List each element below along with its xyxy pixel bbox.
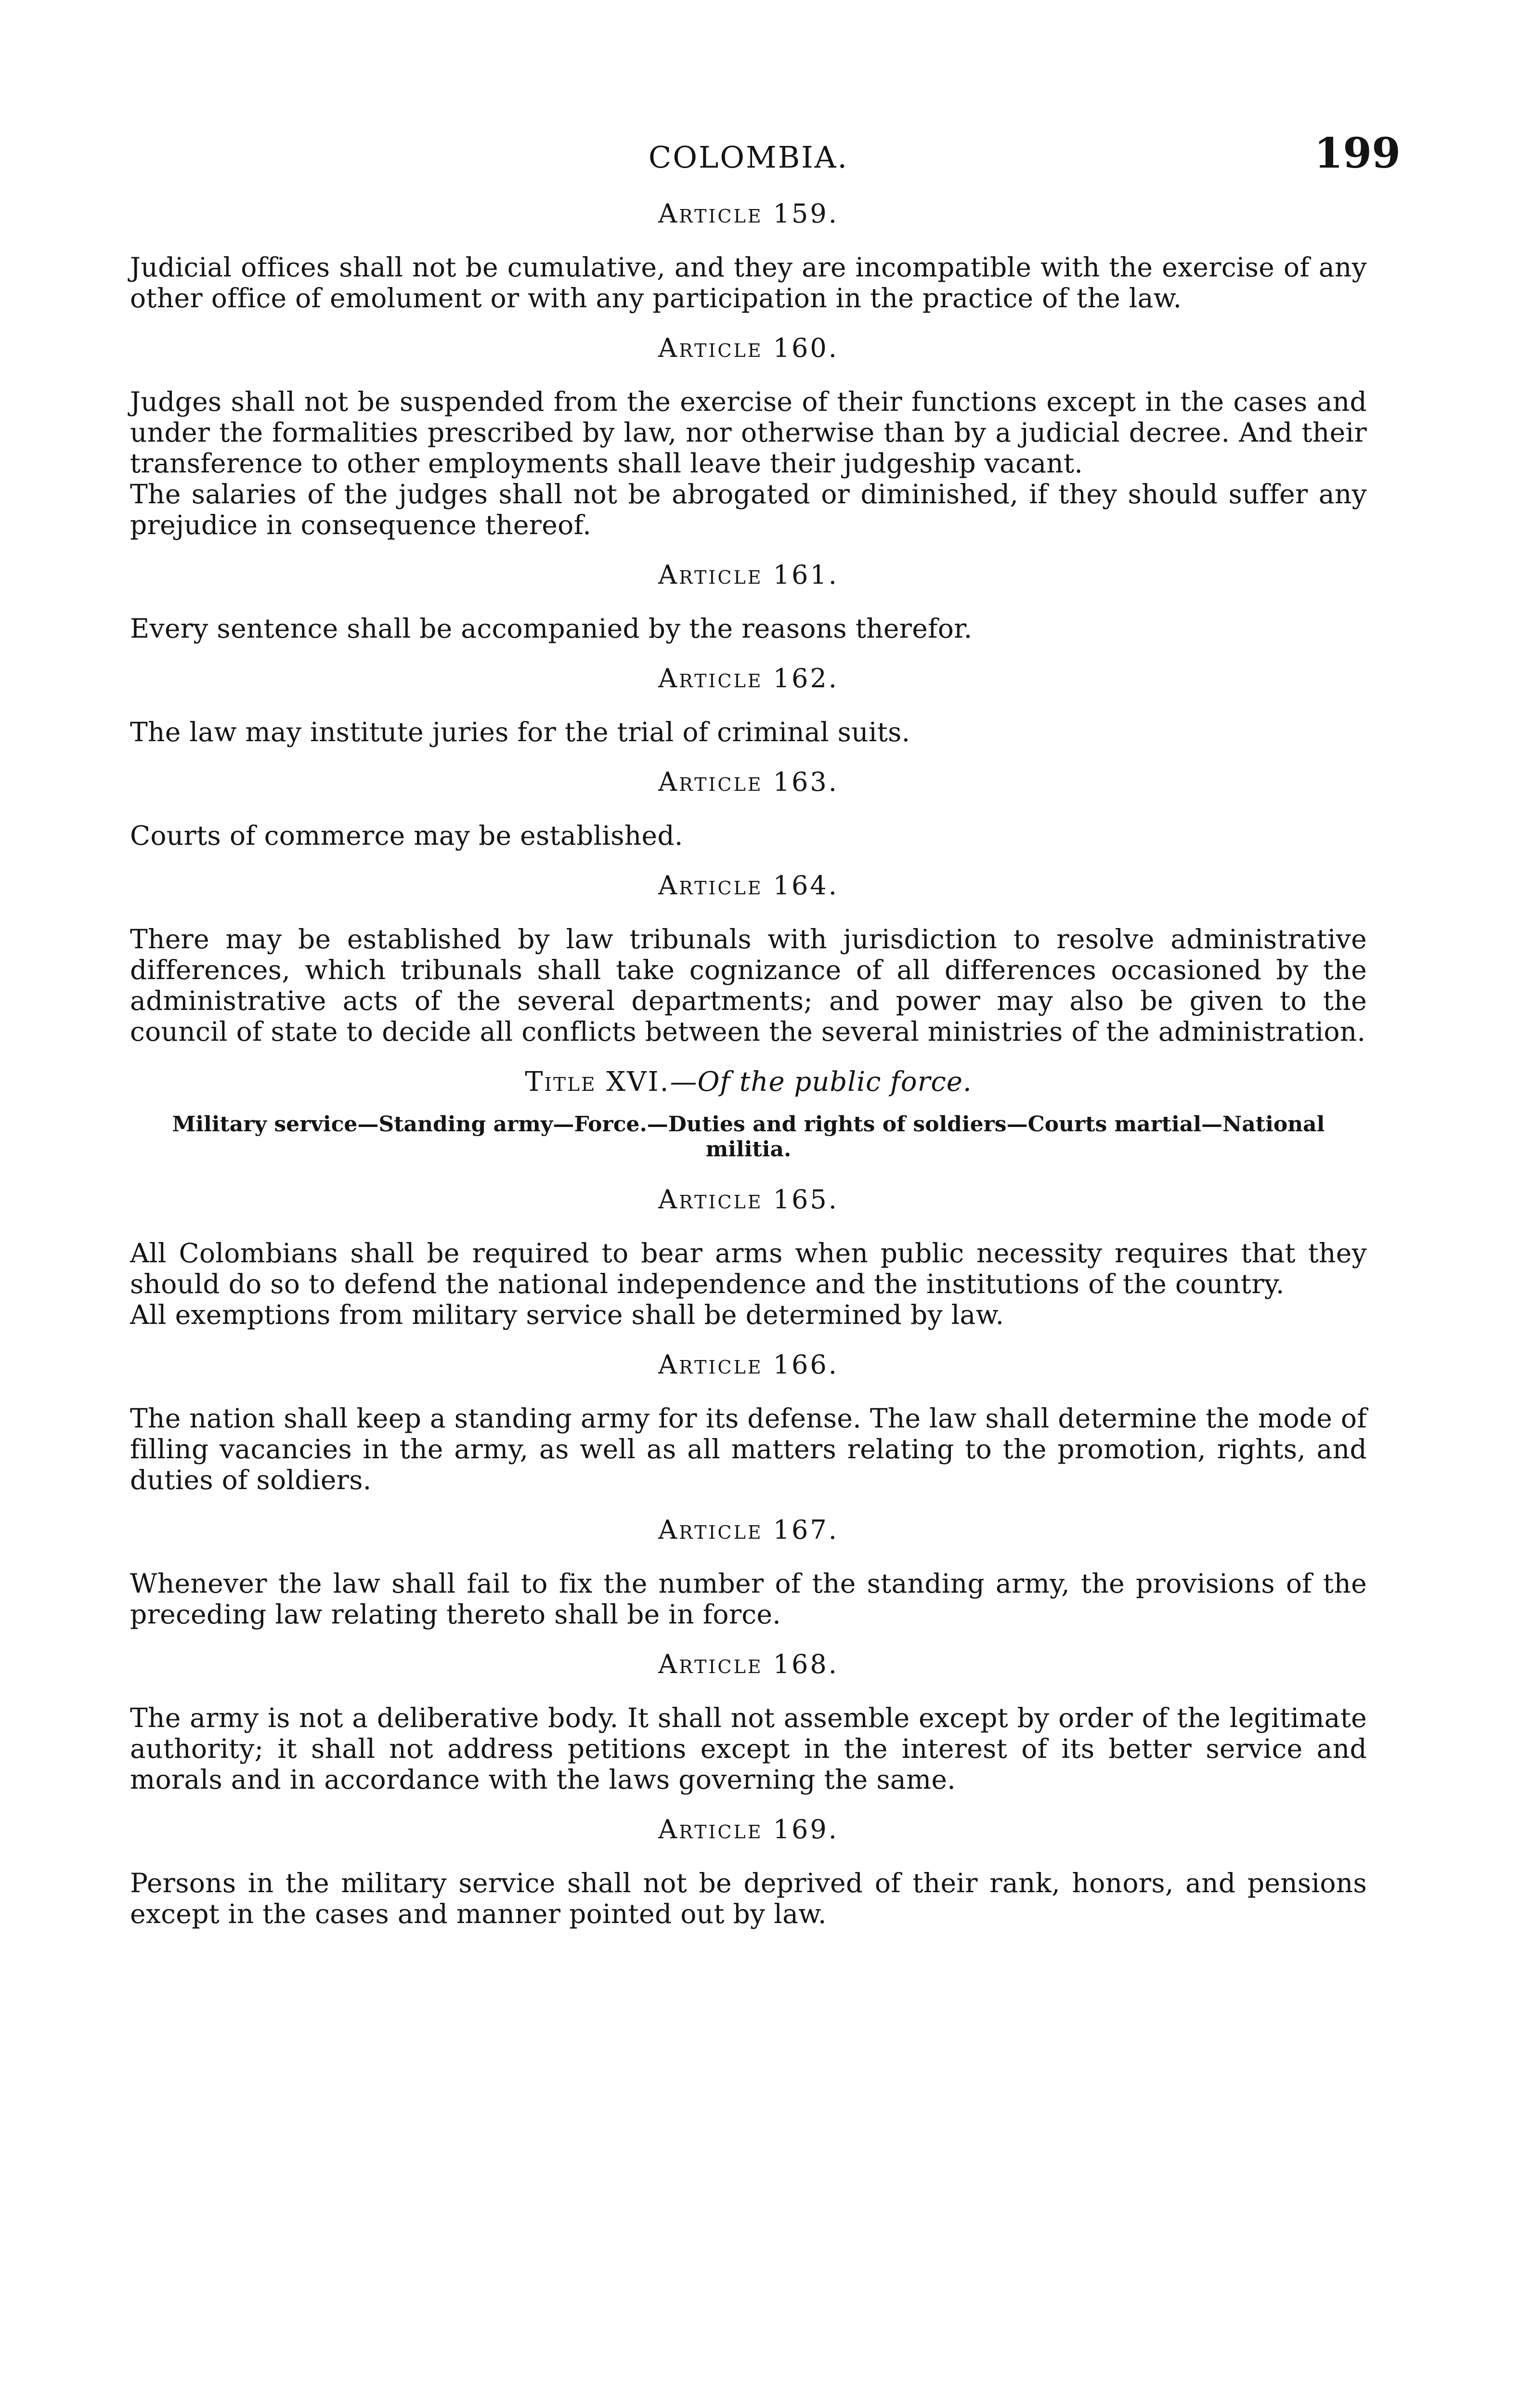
article-167 — [130, 1515, 1367, 1630]
article-163 — [130, 767, 1367, 851]
article-heading: Article 160. — [658, 333, 839, 363]
article-paragraph: There may be established by law tribunals with jurisdiction to resolve administrative differences, which tribunals shall take cognizance of all differences occasioned by the administrative acts of the several departments; and power may also be given to the council of state to decide all conflicts between the several ministries of the administration. — [130, 924, 1367, 1047]
article-paragraph: The nation shall keep a standing army for its defense. The law shall determine the mode of filling vacancies in the army, as well as all matters relating to the promotion, rights, and duties of soldiers. — [130, 1403, 1367, 1495]
article-166 — [130, 1349, 1367, 1495]
article-paragraph: All exemptions from military service shall be determined by law. — [130, 1299, 1004, 1330]
article-heading: Article 167. — [658, 1515, 839, 1545]
article-169 — [130, 1814, 1367, 1929]
article-heading: Article 164. — [658, 870, 839, 901]
article-heading: Article 161. — [658, 560, 839, 590]
article-heading: Article 169. — [658, 1814, 839, 1845]
title-heading — [130, 1066, 1367, 1098]
title-summary: Military service—Standing army—Force.—Duties and rights of soldiers—Courts martial—National militia. — [172, 1112, 1325, 1162]
article-168 — [130, 1649, 1367, 1795]
article-paragraph: Persons in the military service shall not be deprived of their rank, honors, and pensions except in the cases and manner pointed out by law. — [130, 1868, 1367, 1929]
article-164 — [130, 870, 1367, 1047]
article-paragraph: Courts of commerce may be established. — [130, 820, 683, 851]
article-159 — [130, 198, 1367, 314]
article-paragraph: The salaries of the judges shall not be abrogated or diminished, if they should suffer any prejudice in consequence thereof. — [130, 479, 1367, 540]
title-subtitle: —Of the public force. — [670, 1066, 972, 1098]
running-title: COLOMBIA. — [648, 140, 849, 175]
article-paragraph: Whenever the law shall fail to fix the number of the standing army, the provisions of the preceding law relating thereto shall be in force. — [130, 1568, 1367, 1630]
article-paragraph: The law may institute juries for the trial of criminal suits. — [130, 717, 910, 747]
title-label: Title XVI. — [525, 1066, 670, 1098]
article-heading: Article 168. — [658, 1649, 839, 1679]
article-heading: Article 162. — [658, 663, 839, 694]
article-paragraph: Every sentence shall be accompanied by the reasons therefor. — [130, 613, 973, 644]
article-heading: Article 166. — [658, 1349, 839, 1380]
page-number: 199 — [1314, 129, 1401, 178]
article-paragraph: Judicial offices shall not be cumulative, and they are incompatible with the exercise of any other office of emolument or with any participation in the practice of the law. — [130, 252, 1367, 314]
article-paragraph: All Colombians shall be required to bear arms when public necessity requires that they should do so to defend the national independence and the institutions of the country. — [130, 1238, 1367, 1299]
article-160 — [130, 333, 1367, 540]
article-paragraph: Judges shall not be suspended from the exercise of their functions except in the cases and under the formalities prescribed by law, nor otherwise than by a judicial decree. And their transference to other employments shall leave their judgeship vacant. — [130, 386, 1367, 479]
article-161 — [130, 560, 1367, 644]
article-heading: Article 165. — [658, 1184, 839, 1215]
article-paragraph: The army is not a deliberative body. It shall not assemble except by order of the legitimate authority; it shall not address petitions except in the interest of its better service and morals and in accordance with the laws governing the same. — [130, 1702, 1367, 1795]
article-heading: Article 159. — [658, 198, 839, 229]
article-heading: Article 163. — [658, 767, 839, 797]
article-165 — [130, 1184, 1367, 1330]
article-162 — [130, 663, 1367, 747]
running-head — [130, 129, 1401, 188]
